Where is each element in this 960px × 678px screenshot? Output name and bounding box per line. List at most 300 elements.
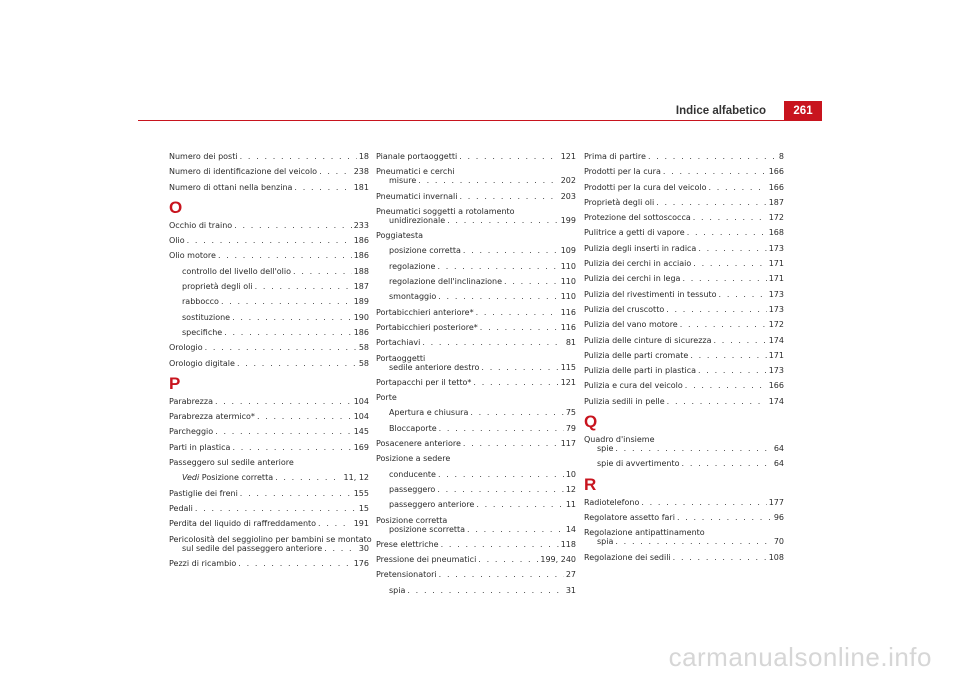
index-entry	[584, 184, 784, 192]
leader-dots	[470, 409, 563, 417]
index-heading	[169, 459, 369, 467]
leader-dots	[463, 247, 559, 255]
entry-label: Pulizia dei cerchi in acciaio	[584, 259, 692, 269]
entry-label: Pneumatici e cerchi	[376, 167, 455, 177]
entry-label: regolazione dell'inclinazione	[389, 277, 503, 287]
entry-label: Prodotti per la cura del veicolo	[584, 182, 707, 192]
entry-page-ref: 10	[565, 469, 576, 479]
index-entry	[169, 413, 369, 421]
entry-page-ref: 79	[565, 423, 576, 433]
entry-label	[182, 474, 273, 482]
entry-label: unidirezionale	[389, 215, 446, 225]
entry-label: Bloccaporte	[389, 423, 437, 433]
entry-label: Portabicchieri anteriore*	[376, 307, 474, 317]
entry-label: Pulizia e cura del veicolo	[584, 381, 683, 391]
entry-label: spia	[597, 537, 614, 547]
entry-page-ref: 109	[560, 246, 576, 256]
index-entry	[169, 184, 369, 192]
entry-label: Parti in plastica	[169, 442, 231, 452]
index-entry	[169, 329, 369, 337]
entry-see-reference: Vedi	[182, 473, 200, 483]
entry-page-ref: 199	[560, 215, 576, 225]
index-entry	[584, 260, 784, 268]
leader-dots	[690, 352, 766, 360]
entry-page-ref: 108	[768, 552, 784, 562]
entry-page-ref: 110	[560, 277, 576, 287]
watermark-text: carmanualsonline.info	[668, 642, 932, 672]
section-letter: R	[584, 474, 597, 494]
entry-page-ref: 18	[358, 152, 369, 161]
leader-dots	[714, 337, 767, 345]
index-entry	[169, 314, 369, 322]
index-heading	[376, 355, 576, 363]
leader-dots	[218, 252, 352, 260]
entry-label: Protezione del sottoscocca	[584, 213, 691, 223]
index-entry	[376, 278, 576, 286]
entry-label: Regolazione dei sedili	[584, 552, 671, 562]
index-heading	[376, 232, 576, 240]
leader-dots	[682, 275, 766, 283]
index-entry	[169, 360, 369, 368]
entry-label: sul sedile del passeggero anteriore	[182, 543, 323, 553]
index-heading	[376, 168, 576, 176]
entry-page-ref: 174	[768, 396, 784, 406]
entry-label: Orologio	[169, 343, 203, 353]
entry-page-ref: 31	[565, 585, 576, 595]
entry-page-ref: 155	[353, 488, 369, 498]
index-entry	[169, 283, 369, 291]
leader-dots	[187, 237, 352, 245]
entry-page-ref: 171	[768, 350, 784, 360]
entry-page-ref: 104	[353, 412, 369, 422]
entry-label: conducente	[389, 469, 436, 479]
entry-label: specifiche	[182, 327, 223, 337]
leader-dots	[504, 278, 559, 286]
entry-label: Pulizia delle parti in plastica	[584, 366, 697, 376]
index-entry	[376, 501, 576, 509]
leader-dots	[478, 556, 538, 564]
index-entry	[584, 554, 784, 562]
entry-page-ref: 110	[560, 261, 576, 271]
index-entry	[584, 306, 784, 314]
entry-page-ref: 166	[768, 182, 784, 192]
leader-dots	[438, 471, 564, 479]
entry-page-ref: 116	[560, 307, 576, 317]
index-entry	[584, 460, 784, 468]
entry-label: spia	[389, 585, 406, 595]
index-entry	[376, 364, 576, 372]
entry-label: Pulizia del vano motore	[584, 320, 678, 330]
index-entry	[584, 499, 784, 507]
leader-dots	[680, 321, 767, 329]
entry-label: Pulizia degli inserti in radica	[584, 243, 697, 253]
entry-page-ref: 199, 240	[540, 555, 576, 565]
entry-page-ref: 233	[353, 220, 369, 230]
entry-page-ref: 191	[353, 519, 369, 529]
entry-label: Parcheggio	[169, 427, 214, 437]
index-entry	[376, 379, 576, 387]
entry-label: Portabicchieri posteriore*	[376, 322, 478, 332]
entry-label: Numero di identificazione del veicolo	[169, 167, 318, 177]
entry-page-ref: 117	[560, 439, 576, 449]
entry-label: Regolazione antipattinamento	[584, 528, 705, 538]
leader-dots	[205, 344, 357, 352]
leader-dots	[293, 268, 352, 276]
index-entry	[584, 398, 784, 406]
entry-label: proprietà degli oli	[182, 282, 253, 292]
entry-page-ref: 64	[773, 459, 784, 469]
leader-dots	[224, 329, 352, 337]
index-entry	[584, 538, 784, 546]
entry-page-ref: 11	[565, 500, 576, 510]
leader-dots	[195, 505, 357, 513]
entry-page-ref: 202	[560, 176, 576, 186]
entry-page-ref: 189	[353, 297, 369, 307]
leader-dots	[215, 398, 352, 406]
entry-label: Occhio di traino	[169, 220, 233, 230]
leader-dots	[257, 413, 352, 421]
index-heading	[376, 517, 576, 525]
index-entry	[584, 514, 784, 522]
leader-dots	[238, 560, 351, 568]
index-entry	[376, 153, 576, 161]
leader-dots	[480, 324, 559, 332]
leader-dots	[232, 444, 351, 452]
index-entry	[584, 291, 784, 299]
leader-dots	[437, 486, 563, 494]
leader-dots	[234, 222, 352, 230]
index-entry	[169, 398, 369, 406]
entry-page-ref: 14	[565, 524, 576, 534]
header-divider	[138, 120, 822, 121]
section-letter: P	[169, 373, 181, 393]
entry-label: Pressione dei pneumatici	[376, 555, 477, 565]
leader-dots	[275, 474, 341, 482]
entry-label: Pezzi di ricambio	[169, 558, 237, 568]
entry-label: Pulizia delle parti cromate	[584, 350, 689, 360]
index-heading	[376, 455, 576, 463]
entry-page-ref: 173	[768, 366, 784, 376]
index-entry	[169, 298, 369, 306]
leader-dots	[221, 298, 352, 306]
index-entry	[376, 339, 576, 347]
index-entry	[584, 229, 784, 237]
entry-page-ref: 27	[565, 570, 576, 580]
entry-label: smontaggio	[389, 292, 437, 302]
leader-dots	[719, 291, 767, 299]
entry-label: Pianale portaoggetti	[376, 152, 458, 161]
entry-label: Pulizia sedili in pelle	[584, 396, 665, 406]
leader-dots	[324, 545, 357, 553]
entry-label: Proprietà degli oli	[584, 197, 655, 207]
entry-page-ref: 238	[353, 167, 369, 177]
entry-label: Pulizia dei cerchi in lega	[584, 274, 681, 284]
entry-page-ref: 166	[768, 167, 784, 177]
index-entry	[169, 428, 369, 436]
entry-label-text: Posizione corretta	[201, 473, 274, 483]
entry-label: Portaoggetti	[376, 353, 426, 363]
index-entry	[584, 214, 784, 222]
leader-dots	[467, 526, 564, 534]
leader-dots	[447, 217, 559, 225]
index-entry	[584, 382, 784, 390]
entry-page-ref: 177	[768, 497, 784, 507]
entry-label: regolazione	[389, 261, 436, 271]
index-entry	[584, 245, 784, 253]
leader-dots	[407, 587, 563, 595]
entry-label: Pneumatici invernali	[376, 191, 458, 201]
entry-page-ref: 104	[353, 396, 369, 406]
entry-label: Posizione corretta	[376, 515, 448, 525]
leader-dots	[237, 360, 357, 368]
entry-page-ref: 30	[358, 543, 369, 553]
entry-page-ref: 81	[565, 338, 576, 348]
entry-page-ref: 145	[353, 427, 369, 437]
entry-page-ref: 166	[768, 381, 784, 391]
leader-dots	[318, 520, 352, 528]
index-entry	[169, 237, 369, 245]
entry-label: Quadro d'insieme	[584, 435, 655, 445]
entry-page-ref: 176	[353, 558, 369, 568]
entry-label: posizione corretta	[389, 246, 461, 256]
entry-label: Pulitrice a getti di vapore	[584, 228, 685, 238]
index-entry	[584, 199, 784, 207]
entry-page-ref: 168	[768, 228, 784, 238]
leader-dots	[459, 153, 559, 161]
leader-dots	[476, 501, 563, 509]
entry-page-ref: 64	[773, 444, 784, 454]
leader-dots	[294, 184, 351, 192]
leader-dots	[438, 293, 558, 301]
leader-dots	[437, 263, 558, 271]
leader-dots	[673, 554, 767, 562]
entry-label: Apertura e chiusura	[389, 408, 469, 418]
index-entry	[376, 177, 576, 185]
index-entry	[169, 268, 369, 276]
index-heading	[376, 208, 576, 216]
entry-page-ref: 172	[768, 320, 784, 330]
leader-dots	[667, 398, 767, 406]
index-heading	[169, 534, 372, 544]
entry-label: Portachiavi	[376, 338, 421, 348]
index-entry	[169, 520, 369, 528]
entry-label: Pretensionatori	[376, 570, 437, 580]
entry-page-ref: 12	[565, 484, 576, 494]
entry-page-ref: 115	[560, 362, 576, 372]
entry-page-ref: 172	[768, 213, 784, 223]
index-entry	[376, 217, 576, 225]
index-entry	[376, 571, 576, 579]
index-entry	[169, 444, 369, 452]
index-heading	[584, 436, 784, 444]
entry-label: Pulizia delle cinture di sicurezza	[584, 335, 712, 345]
leader-dots	[698, 367, 767, 375]
leader-dots	[698, 245, 766, 253]
index-entry	[584, 321, 784, 329]
entry-page-ref: 186	[353, 327, 369, 337]
entry-page-ref: 173	[768, 289, 784, 299]
index-entry	[169, 545, 369, 553]
leader-dots	[232, 314, 352, 322]
entry-label: Pericolosità del seggiolino per bambini se montato	[169, 534, 372, 544]
entry-page-ref: 70	[773, 537, 784, 547]
index-entry	[169, 474, 369, 482]
entry-page-ref: 121	[560, 152, 576, 161]
index-entry	[376, 440, 576, 448]
leader-dots	[687, 229, 767, 237]
index-entry	[376, 587, 576, 595]
leader-dots	[418, 177, 558, 185]
entry-page-ref: 203	[560, 191, 576, 201]
entry-label: Orologio digitale	[169, 358, 235, 368]
entry-page-ref: 174	[768, 335, 784, 345]
index-heading	[376, 394, 576, 402]
index-entry	[584, 275, 784, 283]
entry-page-ref: 173	[768, 304, 784, 314]
entry-label: spie	[597, 444, 614, 454]
leader-dots	[693, 260, 766, 268]
entry-page-ref: 171	[768, 274, 784, 284]
leader-dots	[463, 440, 559, 448]
index-heading	[584, 529, 784, 537]
entry-label: Parabrezza	[169, 396, 213, 406]
index-entry	[376, 309, 576, 317]
entry-page-ref: 96	[773, 512, 784, 522]
leader-dots	[615, 538, 771, 546]
entry-page-ref: 190	[353, 312, 369, 322]
index-entry	[169, 490, 369, 498]
entry-page-ref: 187	[768, 197, 784, 207]
leader-dots	[708, 184, 766, 192]
leader-dots	[481, 364, 558, 372]
entry-page-ref: 169	[353, 442, 369, 452]
leader-dots	[476, 309, 559, 317]
entry-label: Portapacchi per il tetto*	[376, 377, 472, 387]
leader-dots	[648, 153, 777, 161]
index-column-2	[376, 153, 576, 602]
entry-page-ref: 75	[565, 408, 576, 418]
leader-dots	[685, 382, 767, 390]
entry-page-ref: 58	[358, 358, 369, 368]
entry-label: Numero dei posti	[169, 152, 238, 161]
entry-label: Posizione a sedere	[376, 454, 451, 464]
entry-label: Pneumatici soggetti a rotolamento	[376, 206, 515, 216]
entry-label: Olio motore	[169, 251, 216, 261]
index-entry	[584, 367, 784, 375]
index-entry	[376, 193, 576, 201]
index-entry	[376, 293, 576, 301]
entry-label: rabbocco	[182, 297, 219, 307]
entry-page-ref: 116	[560, 322, 576, 332]
leader-dots	[215, 428, 352, 436]
index-entry	[376, 409, 576, 417]
leader-dots	[422, 339, 564, 347]
entry-page-ref: 186	[353, 236, 369, 246]
leader-dots	[473, 379, 558, 387]
entry-label: Perdita del liquido di raffreddamento	[169, 519, 317, 529]
entry-label: Numero di ottani nella benzina	[169, 182, 293, 192]
section-letter: Q	[584, 412, 598, 432]
entry-label: sostituzione	[182, 312, 231, 322]
index-entry	[584, 352, 784, 360]
entry-page-ref: 171	[768, 259, 784, 269]
index-entry	[376, 541, 576, 549]
index-entry	[169, 344, 369, 352]
entry-label: Porte	[376, 393, 397, 403]
entry-label: posizione scorretta	[389, 524, 466, 534]
index-entry	[584, 445, 784, 453]
index-entry	[376, 324, 576, 332]
leader-dots	[240, 153, 357, 161]
leader-dots	[615, 445, 771, 453]
leader-dots	[677, 514, 772, 522]
entry-label: Olio	[169, 236, 185, 246]
entry-label: Pulizia del rivestimenti in tessuto	[584, 289, 717, 299]
entry-label: Prodotti per la cura	[584, 167, 661, 177]
index-entry	[169, 222, 369, 230]
index-entry	[376, 263, 576, 271]
entry-page-ref: 181	[353, 182, 369, 192]
index-entry	[584, 168, 784, 176]
entry-label: Poggiatesta	[376, 231, 423, 241]
entry-page-ref: 58	[358, 343, 369, 353]
entry-page-ref: 121	[560, 377, 576, 387]
leader-dots	[641, 499, 766, 507]
leader-dots	[459, 193, 558, 201]
entry-page-ref: 173	[768, 243, 784, 253]
leader-dots	[255, 283, 352, 291]
index-column-3	[584, 153, 784, 569]
leader-dots	[663, 168, 767, 176]
index-column-1	[169, 152, 372, 575]
entry-page-ref: 110	[560, 292, 576, 302]
index-entry	[169, 560, 369, 568]
entry-page-ref: 118	[560, 539, 576, 549]
index-entry	[584, 337, 784, 345]
entry-label: passeggero anteriore	[389, 500, 475, 510]
entry-page-ref: 15	[358, 503, 369, 513]
entry-label: Passeggero sul sedile anteriore	[169, 458, 294, 468]
index-entry	[584, 153, 784, 161]
entry-label: Prima di partire	[584, 152, 646, 161]
leader-dots	[656, 199, 767, 207]
leader-dots	[319, 168, 352, 176]
leader-dots	[666, 306, 767, 314]
entry-label: Posacenere anteriore	[376, 439, 461, 449]
entry-page-ref: 8	[778, 152, 784, 161]
entry-page-ref: 186	[353, 251, 369, 261]
entry-label: Pedali	[169, 503, 193, 513]
entry-label: controllo del livello dell'olio	[182, 266, 292, 276]
index-entry	[169, 252, 369, 260]
index-entry	[376, 526, 576, 534]
index-entry	[169, 505, 369, 513]
entry-page-ref: 11, 12	[343, 473, 369, 483]
index-entry	[376, 486, 576, 494]
index-entry	[169, 168, 369, 176]
index-entry	[169, 153, 369, 161]
index-entry	[376, 471, 576, 479]
index-entry	[376, 247, 576, 255]
entry-page-ref: 187	[353, 282, 369, 292]
leader-dots	[439, 571, 564, 579]
page-number-badge: 261	[784, 101, 822, 121]
leader-dots	[240, 490, 352, 498]
index-entry	[376, 425, 576, 433]
entry-label: Parabrezza atermico*	[169, 412, 255, 422]
leader-dots	[439, 425, 564, 433]
entry-label: Pastiglie dei freni	[169, 488, 238, 498]
